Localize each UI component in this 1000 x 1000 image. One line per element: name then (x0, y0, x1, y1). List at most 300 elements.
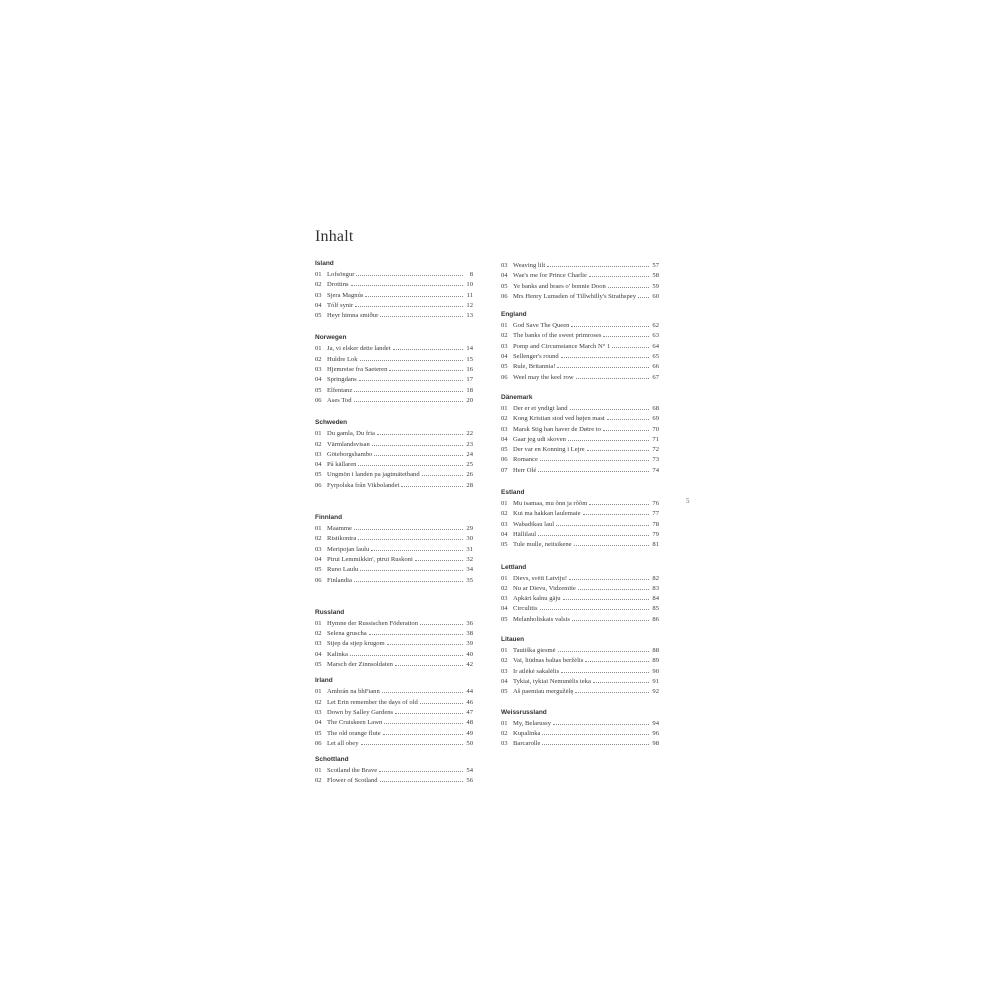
entry-title: Pomp and Circumstance March N° 1 (513, 342, 611, 350)
entry-page-number: 76 (652, 500, 659, 508)
dot-leader (395, 707, 463, 714)
entry-title: My, Belarussy (513, 719, 552, 727)
dot-leader (383, 728, 463, 735)
toc-entry[interactable] (501, 645, 659, 655)
entry-number: 01 (501, 574, 508, 582)
entry-number: 03 (501, 425, 508, 433)
toc-entry[interactable] (501, 738, 659, 748)
section-heading: Lettland (501, 563, 527, 571)
dot-leader (587, 444, 649, 451)
toc-entry[interactable] (315, 523, 473, 533)
toc-entry[interactable] (501, 614, 659, 624)
dot-leader (380, 310, 463, 317)
toc-entry[interactable] (501, 341, 659, 351)
entry-page-number: 78 (652, 520, 659, 528)
entry-title: Herr Olé (513, 466, 537, 474)
entry-title: Amhrán na bhFiann (327, 688, 380, 696)
entry-number: 05 (315, 471, 322, 479)
entry-title: The old orange flute (327, 729, 381, 737)
entry-page-number: 31 (466, 545, 473, 553)
entry-page-number: 58 (652, 272, 659, 280)
entry-number: 04 (501, 353, 508, 361)
toc-entry[interactable] (501, 260, 659, 270)
toc-entry[interactable] (315, 697, 473, 707)
entry-page-number: 57 (652, 262, 659, 269)
dot-leader (382, 686, 463, 693)
toc-entry[interactable] (501, 351, 659, 361)
toc-entry[interactable] (315, 469, 473, 479)
entry-number: 05 (315, 661, 322, 669)
toc-entry[interactable] (315, 300, 473, 310)
toc-section-danemark (501, 394, 659, 475)
toc-section-russland (315, 609, 473, 669)
toc-entry[interactable] (315, 269, 473, 279)
entry-title: Finlandia (327, 576, 352, 584)
toc-entry[interactable] (501, 270, 659, 280)
dot-leader (361, 738, 464, 745)
entry-title: Ungmön i landen pa jagtmätetband (327, 471, 420, 479)
toc-entry[interactable] (315, 717, 473, 727)
dot-leader (561, 666, 649, 673)
toc-entry[interactable] (501, 465, 659, 475)
toc-entry[interactable] (315, 649, 473, 659)
dot-leader (593, 676, 649, 683)
entry-title: Marsch der Zinnsoldaten (327, 661, 393, 669)
entry-title: På källaren (327, 461, 357, 469)
entry-page-number: 10 (466, 281, 473, 289)
entry-title: Fyrpolska från Vikbolandet (327, 481, 400, 489)
toc-entry[interactable] (501, 593, 659, 603)
entry-number: 02 (501, 729, 508, 737)
entry-title: Aš paemiau mergužėlę (513, 688, 574, 696)
dot-leader (387, 638, 463, 645)
toc-entry[interactable] (501, 403, 659, 413)
toc-entry[interactable] (315, 279, 473, 289)
entry-title: Marsk Stig han haver de Døtre to (513, 425, 601, 433)
entry-title: Du gamla, Du fria (327, 430, 375, 438)
toc-entry[interactable] (501, 330, 659, 340)
entry-page-number: 50 (466, 739, 473, 747)
dot-leader (393, 343, 463, 350)
dot-leader (377, 428, 463, 435)
dot-leader (589, 270, 649, 277)
entry-number: 02 (501, 332, 508, 340)
dot-leader (558, 645, 649, 652)
entry-number: 06 (501, 456, 508, 464)
entry-title: Gaar jeg udi skoven (513, 435, 566, 443)
dot-leader (607, 413, 649, 420)
toc-entry[interactable] (315, 533, 473, 543)
entry-title: Vai, liūdnas baltas beržėlis (513, 657, 584, 665)
entry-title: Selena gruscha (327, 630, 367, 638)
toc-entry[interactable] (501, 434, 659, 444)
dot-leader (379, 765, 463, 772)
toc-entry[interactable] (315, 385, 473, 395)
entry-page-number: 14 (466, 345, 473, 353)
entry-title: Flower of Scotland (327, 777, 378, 785)
dot-leader (540, 454, 649, 461)
toc-entry[interactable] (315, 686, 473, 696)
toc-entry[interactable] (315, 290, 473, 300)
entry-title: Tykiai, tykiai Nemunėlis teka (513, 677, 591, 685)
entry-title: Tautiška giesmė (513, 647, 556, 655)
entry-page-number: 25 (466, 461, 473, 469)
toc-section-irland (315, 677, 473, 748)
entry-title: Romance (513, 456, 538, 464)
entry-number: 03 (315, 291, 322, 299)
entry-number: 04 (501, 677, 508, 685)
entry-title: Der er et yndigt land (513, 404, 568, 412)
section-heading: Irland (315, 677, 333, 685)
entry-number: 05 (501, 688, 508, 696)
toc-entry[interactable] (501, 519, 659, 529)
entry-title: Scotland the Brave (327, 767, 378, 775)
entry-number: 01 (315, 767, 322, 775)
entry-number: 05 (315, 312, 322, 320)
toc-entry[interactable] (315, 544, 473, 554)
dot-leader (358, 533, 463, 540)
toc-section-schweden (315, 419, 473, 490)
section-heading: England (501, 311, 527, 319)
entry-number: 03 (315, 708, 322, 716)
page-title: Inhalt (315, 228, 354, 245)
entry-number: 01 (315, 271, 322, 278)
entry-number: 01 (315, 345, 322, 353)
toc-entry[interactable] (501, 498, 659, 508)
entry-number: 01 (501, 719, 508, 727)
dot-leader (354, 385, 463, 392)
entry-title: Let Erin remember the days of old (327, 698, 418, 706)
toc-entry[interactable] (501, 666, 659, 676)
entry-number: 04 (501, 605, 508, 613)
toc-column-left (315, 260, 473, 786)
toc-section-estland (501, 489, 659, 549)
entry-title: Let all obey (327, 739, 359, 747)
entry-page-number: 85 (652, 605, 659, 613)
entry-page-number: 68 (652, 404, 659, 412)
toc-entry[interactable] (501, 573, 659, 583)
dot-leader (538, 529, 649, 536)
entry-number: 04 (501, 272, 508, 280)
entry-number: 06 (315, 739, 322, 747)
toc-entry[interactable] (501, 454, 659, 464)
entry-page-number: 54 (466, 767, 473, 775)
entry-title: Stjep da stjep krugom (327, 640, 385, 648)
entry-page-number: 18 (466, 386, 473, 394)
toc-section-weissrussland (501, 709, 659, 749)
toc-entry[interactable] (315, 628, 473, 638)
toc-entry[interactable] (501, 529, 659, 539)
dot-leader (350, 649, 463, 656)
toc-entry[interactable] (315, 775, 473, 785)
toc-section-continued (501, 260, 659, 301)
entry-number: 05 (315, 566, 322, 574)
entry-title: Elfentanz (327, 386, 353, 394)
entry-number: 01 (501, 500, 508, 508)
dot-leader (571, 320, 649, 327)
entry-title: God Save The Queen (513, 322, 570, 330)
entry-number: 03 (501, 667, 508, 675)
section-heading: Dänemark (501, 393, 533, 401)
dot-leader (547, 260, 649, 267)
entry-title: Ristikontra (327, 535, 357, 543)
section-heading: Russland (315, 608, 345, 616)
dot-leader (351, 279, 463, 286)
entry-page-number: 36 (466, 619, 473, 627)
dot-leader (556, 519, 649, 526)
entry-page-number: 47 (466, 708, 473, 716)
entry-title: Der var en Konning i Lejre (513, 446, 585, 454)
dot-leader (574, 539, 649, 546)
entry-page-number: 32 (466, 555, 473, 563)
dot-leader (542, 738, 649, 745)
entry-number: 03 (315, 545, 322, 553)
entry-page-number: 28 (466, 481, 473, 489)
entry-page-number: 29 (466, 525, 473, 533)
toc-entry[interactable] (501, 655, 659, 665)
entry-title: The Cruiskeen Lawn (327, 719, 383, 727)
entry-page-number: 59 (652, 282, 659, 290)
toc-entry[interactable] (501, 508, 659, 518)
entry-number: 04 (315, 461, 322, 469)
entry-number: 01 (501, 404, 508, 412)
entry-title: Meripojan laulu (327, 545, 370, 553)
entry-page-number: 38 (466, 630, 473, 638)
entry-number: 01 (315, 525, 322, 533)
entry-title: Barcarolle (513, 740, 541, 748)
entry-title: Huldre Lok (327, 355, 358, 363)
entry-number: 02 (501, 657, 508, 665)
dot-leader (538, 465, 649, 472)
entry-page-number: 15 (466, 355, 473, 363)
entry-page-number: 11 (466, 291, 473, 299)
toc-entry[interactable] (315, 554, 473, 564)
toc-entry[interactable] (315, 480, 473, 490)
entry-title: Drottins (327, 281, 349, 289)
entry-number: 07 (501, 466, 508, 474)
toc-entry[interactable] (315, 310, 473, 320)
toc-entry[interactable] (315, 575, 473, 585)
entry-page-number: 34 (466, 566, 473, 574)
entry-title: Wabadikau laul (513, 520, 555, 528)
toc-entry[interactable] (315, 354, 473, 364)
toc-entry[interactable] (501, 676, 659, 686)
dot-leader (374, 449, 463, 456)
page-number: 5 (686, 497, 690, 505)
toc-entry[interactable] (315, 459, 473, 469)
toc-entry[interactable] (315, 618, 473, 628)
toc-entry[interactable] (501, 686, 659, 696)
dot-leader (572, 614, 649, 621)
entry-number: 01 (315, 619, 322, 627)
toc-entry[interactable] (501, 718, 659, 728)
toc-entry[interactable] (315, 428, 473, 438)
section-heading: Schweden (315, 419, 348, 427)
dot-leader (359, 374, 463, 381)
dot-leader (395, 659, 463, 666)
entry-page-number: 74 (652, 466, 659, 474)
entry-title: Ases Tod (327, 396, 352, 404)
entry-page-number: 65 (652, 353, 659, 361)
entry-title: Värmlandsvisan (327, 440, 370, 448)
entry-page-number: 26 (466, 471, 473, 479)
dot-leader (354, 575, 463, 582)
entry-page-number: 86 (652, 615, 659, 623)
entry-title: Circulītis (513, 605, 538, 613)
toc-entry[interactable] (315, 449, 473, 459)
toc-entry[interactable] (501, 281, 659, 291)
toc-section-litauen (501, 636, 659, 696)
entry-title: Apkārt kalnu gāju (513, 595, 561, 603)
entry-page-number: 35 (466, 576, 473, 584)
toc-entry[interactable] (315, 707, 473, 717)
toc-section-england (501, 311, 659, 382)
toc-entry[interactable] (315, 728, 473, 738)
toc-section-island (315, 260, 473, 320)
entry-title: Ptrui Lemmikkin', ptrui Ruskoni (327, 555, 413, 563)
toc-entry[interactable] (501, 372, 659, 382)
toc-entry[interactable] (315, 439, 473, 449)
entry-number: 02 (315, 698, 322, 706)
entry-page-number: 42 (466, 661, 473, 669)
toc-entry[interactable] (315, 374, 473, 384)
entry-title: Hällilaul (513, 530, 537, 538)
entry-page-number: 48 (466, 719, 473, 727)
entry-number: 03 (315, 640, 322, 648)
entry-title: Mu isamaa, mu õnn ja rõõm (513, 500, 588, 508)
toc-entry[interactable] (315, 364, 473, 374)
entry-title: Dievs, svētī Latviju! (513, 574, 568, 582)
toc-entry[interactable] (501, 291, 659, 301)
dot-leader (354, 395, 463, 402)
entry-number: 06 (315, 481, 322, 489)
entry-page-number: 77 (652, 510, 659, 518)
toc-entry[interactable] (315, 765, 473, 775)
dot-leader (589, 498, 649, 505)
dot-leader (608, 281, 649, 288)
entry-page-number: 71 (652, 435, 659, 443)
entry-page-number: 66 (652, 363, 659, 371)
entry-page-number: 72 (652, 446, 659, 454)
entry-page-number: 12 (466, 301, 473, 309)
dot-leader (578, 583, 649, 590)
toc-section-finnland (315, 514, 473, 585)
toc-entry[interactable] (315, 638, 473, 648)
toc-entry[interactable] (501, 444, 659, 454)
dot-leader (603, 330, 649, 337)
toc-entry[interactable] (315, 395, 473, 405)
entry-title: Heyr himna smiður (327, 312, 379, 320)
entry-title: Maamme (327, 525, 352, 533)
entry-number: 02 (315, 440, 322, 448)
entry-page-number: 84 (652, 595, 659, 603)
dot-leader (553, 718, 649, 725)
dot-leader (420, 697, 463, 704)
entry-page-number: 91 (652, 677, 659, 685)
entry-number: 02 (315, 630, 322, 638)
toc-entry[interactable] (501, 413, 659, 423)
dot-leader (372, 439, 463, 446)
section-heading: Weissrussland (501, 708, 547, 716)
toc-entry[interactable] (501, 583, 659, 593)
entry-page-number: 8 (469, 271, 473, 278)
dot-leader (422, 469, 463, 476)
entry-page-number: 90 (652, 667, 659, 675)
entry-number: 04 (501, 530, 508, 538)
entry-title: Weel may the keel row (513, 373, 574, 381)
entry-page-number: 16 (466, 366, 473, 374)
toc-entry[interactable] (315, 564, 473, 574)
dot-leader (384, 717, 463, 724)
entry-page-number: 49 (466, 729, 473, 737)
entry-page-number: 22 (466, 430, 473, 438)
toc-entry[interactable] (315, 738, 473, 748)
toc-entry[interactable] (501, 603, 659, 613)
toc-entry[interactable] (315, 343, 473, 353)
toc-entry[interactable] (501, 539, 659, 549)
toc-entry[interactable] (315, 659, 473, 669)
toc-entry[interactable] (501, 728, 659, 738)
entry-page-number: 30 (466, 535, 473, 543)
dot-leader (569, 573, 649, 580)
dot-leader (568, 434, 649, 441)
dot-leader (576, 372, 649, 379)
entry-page-number: 82 (652, 574, 659, 582)
entry-number: 03 (315, 450, 322, 458)
entry-number: 02 (315, 281, 322, 289)
dot-leader (389, 364, 463, 371)
toc-column-right (501, 260, 659, 748)
section-heading: Litauen (501, 636, 525, 644)
entry-number: 05 (501, 363, 508, 371)
entry-page-number: 96 (652, 729, 659, 737)
dot-leader (360, 564, 463, 571)
entry-number: 02 (315, 355, 322, 363)
entry-title: Kalinka (327, 650, 348, 658)
dot-leader (365, 290, 463, 297)
entry-number: 01 (315, 688, 322, 696)
dot-leader (356, 269, 463, 276)
toc-entry[interactable] (501, 361, 659, 371)
entry-number: 02 (501, 510, 508, 518)
entry-page-number: 64 (652, 342, 659, 350)
entry-title: Ja, vi elsker dette landet (327, 345, 391, 353)
entry-title: Springdans (327, 376, 357, 384)
entry-page-number: 83 (652, 584, 659, 592)
entry-title: Hymne der Russischen Föderation (327, 619, 419, 627)
entry-title: Hjemreise fra Saeteren (327, 366, 388, 374)
entry-number: 03 (501, 262, 508, 269)
toc-entry[interactable] (501, 424, 659, 434)
toc-section-lettland (501, 564, 659, 624)
entry-number: 02 (315, 777, 322, 785)
dot-leader (360, 354, 463, 361)
section-heading: Estland (501, 489, 525, 497)
entry-title: The banks of the sweet primroses (513, 332, 602, 340)
dot-leader (563, 593, 649, 600)
entry-title: Weaving lilt (513, 262, 546, 269)
entry-title: Kupalinka (513, 729, 541, 737)
entry-number: 02 (315, 535, 322, 543)
toc-section-schottland (315, 756, 473, 786)
dot-leader (358, 459, 463, 466)
entry-number: 04 (315, 301, 322, 309)
toc-entry[interactable] (501, 320, 659, 330)
toc-section-norwegen (315, 334, 473, 405)
entry-number: 06 (315, 396, 322, 404)
entry-number: 02 (501, 415, 508, 423)
entry-title: Sjera Magnús (327, 291, 364, 299)
